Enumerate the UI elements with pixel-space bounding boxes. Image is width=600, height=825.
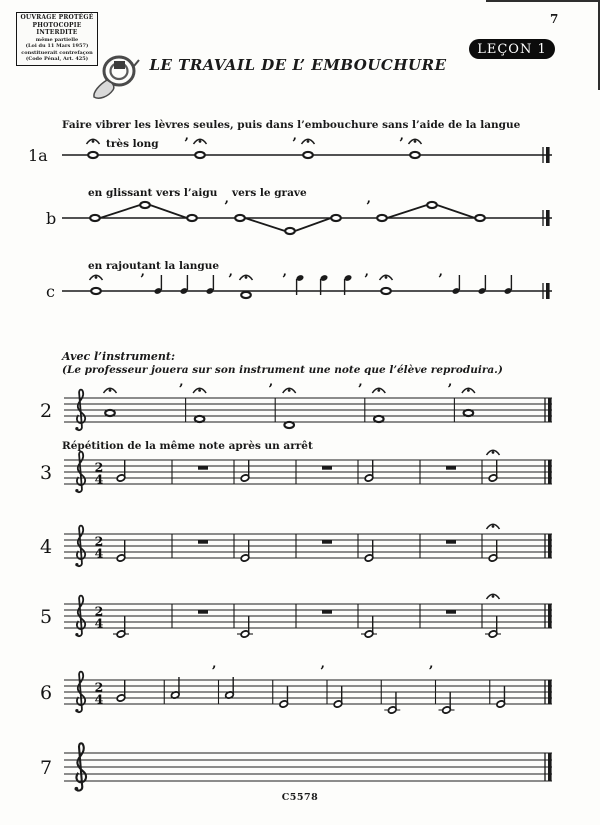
half-note (116, 680, 126, 702)
fermata-icon (462, 388, 475, 393)
whole-note (90, 215, 100, 221)
whole-note (303, 152, 313, 158)
annotation: vers le grave (232, 187, 307, 199)
breath-comma: ’ (399, 136, 404, 152)
half-note (488, 616, 498, 638)
annotation: très long (106, 138, 159, 150)
fermata-icon (409, 139, 422, 144)
whole-note (285, 228, 295, 234)
whole-note (187, 215, 197, 221)
glissando-line (437, 205, 475, 218)
whole-rest (198, 541, 208, 544)
glissando-line (100, 205, 140, 218)
breath-comma: ’ (364, 272, 369, 288)
breath-comma: ’ (184, 136, 189, 152)
fermata-icon (283, 388, 296, 393)
page-number: 7 (550, 12, 559, 26)
quarter-note (344, 274, 353, 295)
system-label: 3 (40, 462, 53, 484)
whole-note (374, 416, 384, 422)
half-note (116, 616, 126, 638)
breath-comma: ’ (211, 664, 217, 680)
system-4 (40, 524, 552, 566)
half-note (364, 540, 374, 562)
breath-comma: ’ (428, 664, 434, 680)
fermata-icon (487, 524, 500, 529)
breath-comma: ’ (228, 272, 233, 288)
page-title: LE TRAVAIL DE L’ EMBOUCHURE (149, 56, 447, 74)
whole-rest (446, 611, 456, 614)
whole-note (331, 215, 341, 221)
half-note (240, 540, 250, 562)
glissando-line (245, 218, 285, 231)
half-note (240, 616, 250, 638)
fermata-icon (90, 275, 103, 280)
half-note (364, 460, 374, 482)
system-label: c (46, 282, 55, 301)
svg-text:2: 2 (94, 603, 104, 619)
half-note (364, 616, 374, 638)
staff-lines (64, 753, 552, 781)
whole-note (284, 422, 294, 428)
svg-text:4: 4 (94, 471, 104, 487)
system-6 (40, 664, 552, 714)
staff-lines (64, 534, 552, 558)
stamp-line: constituerait contrefaçon (21, 49, 93, 56)
system-1a (28, 136, 552, 165)
fermata-icon (194, 139, 207, 144)
stamp-line: PHOTOCOPIE INTERDITE (32, 22, 82, 36)
breath-comma: ’ (438, 272, 443, 288)
time-signature (95, 534, 104, 561)
avec-instrument-heading: Avec l’instrument: (62, 350, 176, 363)
whole-rest (446, 467, 456, 470)
whole-note (427, 202, 437, 208)
avec-instrument-note: (Le professeur jouera sur son instrument une note que l’élève reproduira.) (62, 364, 503, 376)
breath-comma: ’ (366, 199, 371, 215)
system-7 (40, 743, 552, 790)
whole-rest (322, 541, 332, 544)
half-note (442, 692, 452, 714)
whole-rest (198, 467, 208, 470)
lesson-badge: LEÇON 1 (469, 39, 555, 59)
fermata-icon (487, 594, 500, 599)
exercise3-instruction: Répétition de la même note après un arrêt (62, 440, 313, 452)
quarter-note (296, 274, 305, 295)
whole-note (475, 215, 485, 221)
breath-comma: ’ (447, 382, 453, 398)
glissando-line (150, 205, 187, 218)
system-b (46, 187, 552, 234)
staff-lines (64, 460, 552, 484)
time-signature (95, 460, 104, 487)
half-note (279, 686, 289, 708)
whole-note (377, 215, 387, 221)
fermata-icon (104, 388, 117, 393)
half-note (488, 460, 498, 482)
annotation: en glissant vers l’aigu (88, 187, 218, 199)
annotation: en rajoutant la langue (88, 260, 220, 272)
system-label: b (46, 209, 57, 228)
svg-text:2: 2 (94, 533, 104, 549)
system-c (46, 260, 552, 301)
half-note (240, 460, 250, 482)
whole-note (235, 215, 245, 221)
stamp-line: (Code Pénal, Art. 425) (25, 56, 89, 63)
whole-note (105, 410, 115, 416)
exercise1-instruction: Faire vibrer les lèvres seules, puis dans l’embouchure sans l’aide de la langue (62, 119, 521, 131)
whole-note (381, 288, 391, 294)
svg-text:2: 2 (94, 679, 104, 695)
system-2 (40, 382, 552, 430)
glissando-line (387, 205, 427, 218)
fermata-icon (487, 450, 500, 455)
time-signature (95, 680, 104, 707)
half-note (488, 540, 498, 562)
staff-lines (64, 398, 552, 422)
staff-lines (64, 604, 552, 628)
half-note (496, 686, 506, 708)
whole-note (195, 416, 205, 422)
quarter-note (320, 274, 329, 295)
quarter-note (180, 275, 189, 295)
fermata-icon (87, 139, 100, 144)
breath-comma: ’ (320, 664, 325, 680)
system-3 (40, 450, 552, 492)
breath-comma: ’ (282, 272, 287, 288)
svg-text:4: 4 (94, 545, 104, 561)
fermata-icon (240, 275, 253, 280)
breath-comma: ’ (357, 382, 363, 398)
quarter-note (504, 275, 513, 295)
system-label: 7 (40, 757, 53, 779)
whole-note (410, 152, 420, 158)
svg-text:4: 4 (94, 691, 104, 707)
system-5 (40, 594, 552, 638)
svg-text:2: 2 (94, 459, 104, 475)
whole-rest (322, 611, 332, 614)
whole-note (241, 292, 251, 298)
svg-text:4: 4 (94, 615, 104, 631)
whole-note (91, 288, 101, 294)
whole-note (464, 410, 474, 416)
whole-rest (198, 611, 208, 614)
breath-comma: ’ (140, 272, 145, 288)
system-label: 6 (40, 682, 53, 704)
breath-comma: ’ (178, 382, 184, 398)
breath-comma: ’ (268, 382, 274, 398)
breath-comma: ’ (292, 136, 297, 152)
quarter-note (206, 275, 215, 295)
quarter-note (478, 275, 487, 295)
fermata-icon (302, 139, 315, 144)
fermata-icon (380, 275, 393, 280)
system-label: 2 (40, 400, 53, 422)
plate-number: C5578 (281, 792, 319, 803)
time-signature (95, 604, 104, 631)
quarter-note (452, 275, 461, 295)
whole-note (195, 152, 205, 158)
whole-rest (446, 541, 456, 544)
whole-rest (322, 467, 332, 470)
breath-comma: ’ (224, 199, 229, 215)
glissando-line (295, 218, 331, 231)
whole-note (88, 152, 98, 158)
quarter-note (154, 275, 163, 295)
stamp-line: (Loi du 11 Mars 1957) (25, 43, 89, 50)
half-note (387, 692, 397, 714)
system-label: 4 (40, 536, 53, 558)
system-label: 1a (28, 146, 48, 165)
half-note (116, 460, 126, 482)
half-note (333, 686, 343, 708)
stamp-line: même partielle (35, 36, 79, 43)
fermata-icon (193, 388, 206, 393)
whole-note (140, 202, 150, 208)
fermata-icon (372, 388, 385, 393)
half-note (116, 540, 126, 562)
system-label: 5 (40, 606, 53, 628)
staff-lines (64, 680, 552, 704)
stamp-line: OUVRAGE PROTÉGÉ (20, 14, 94, 22)
